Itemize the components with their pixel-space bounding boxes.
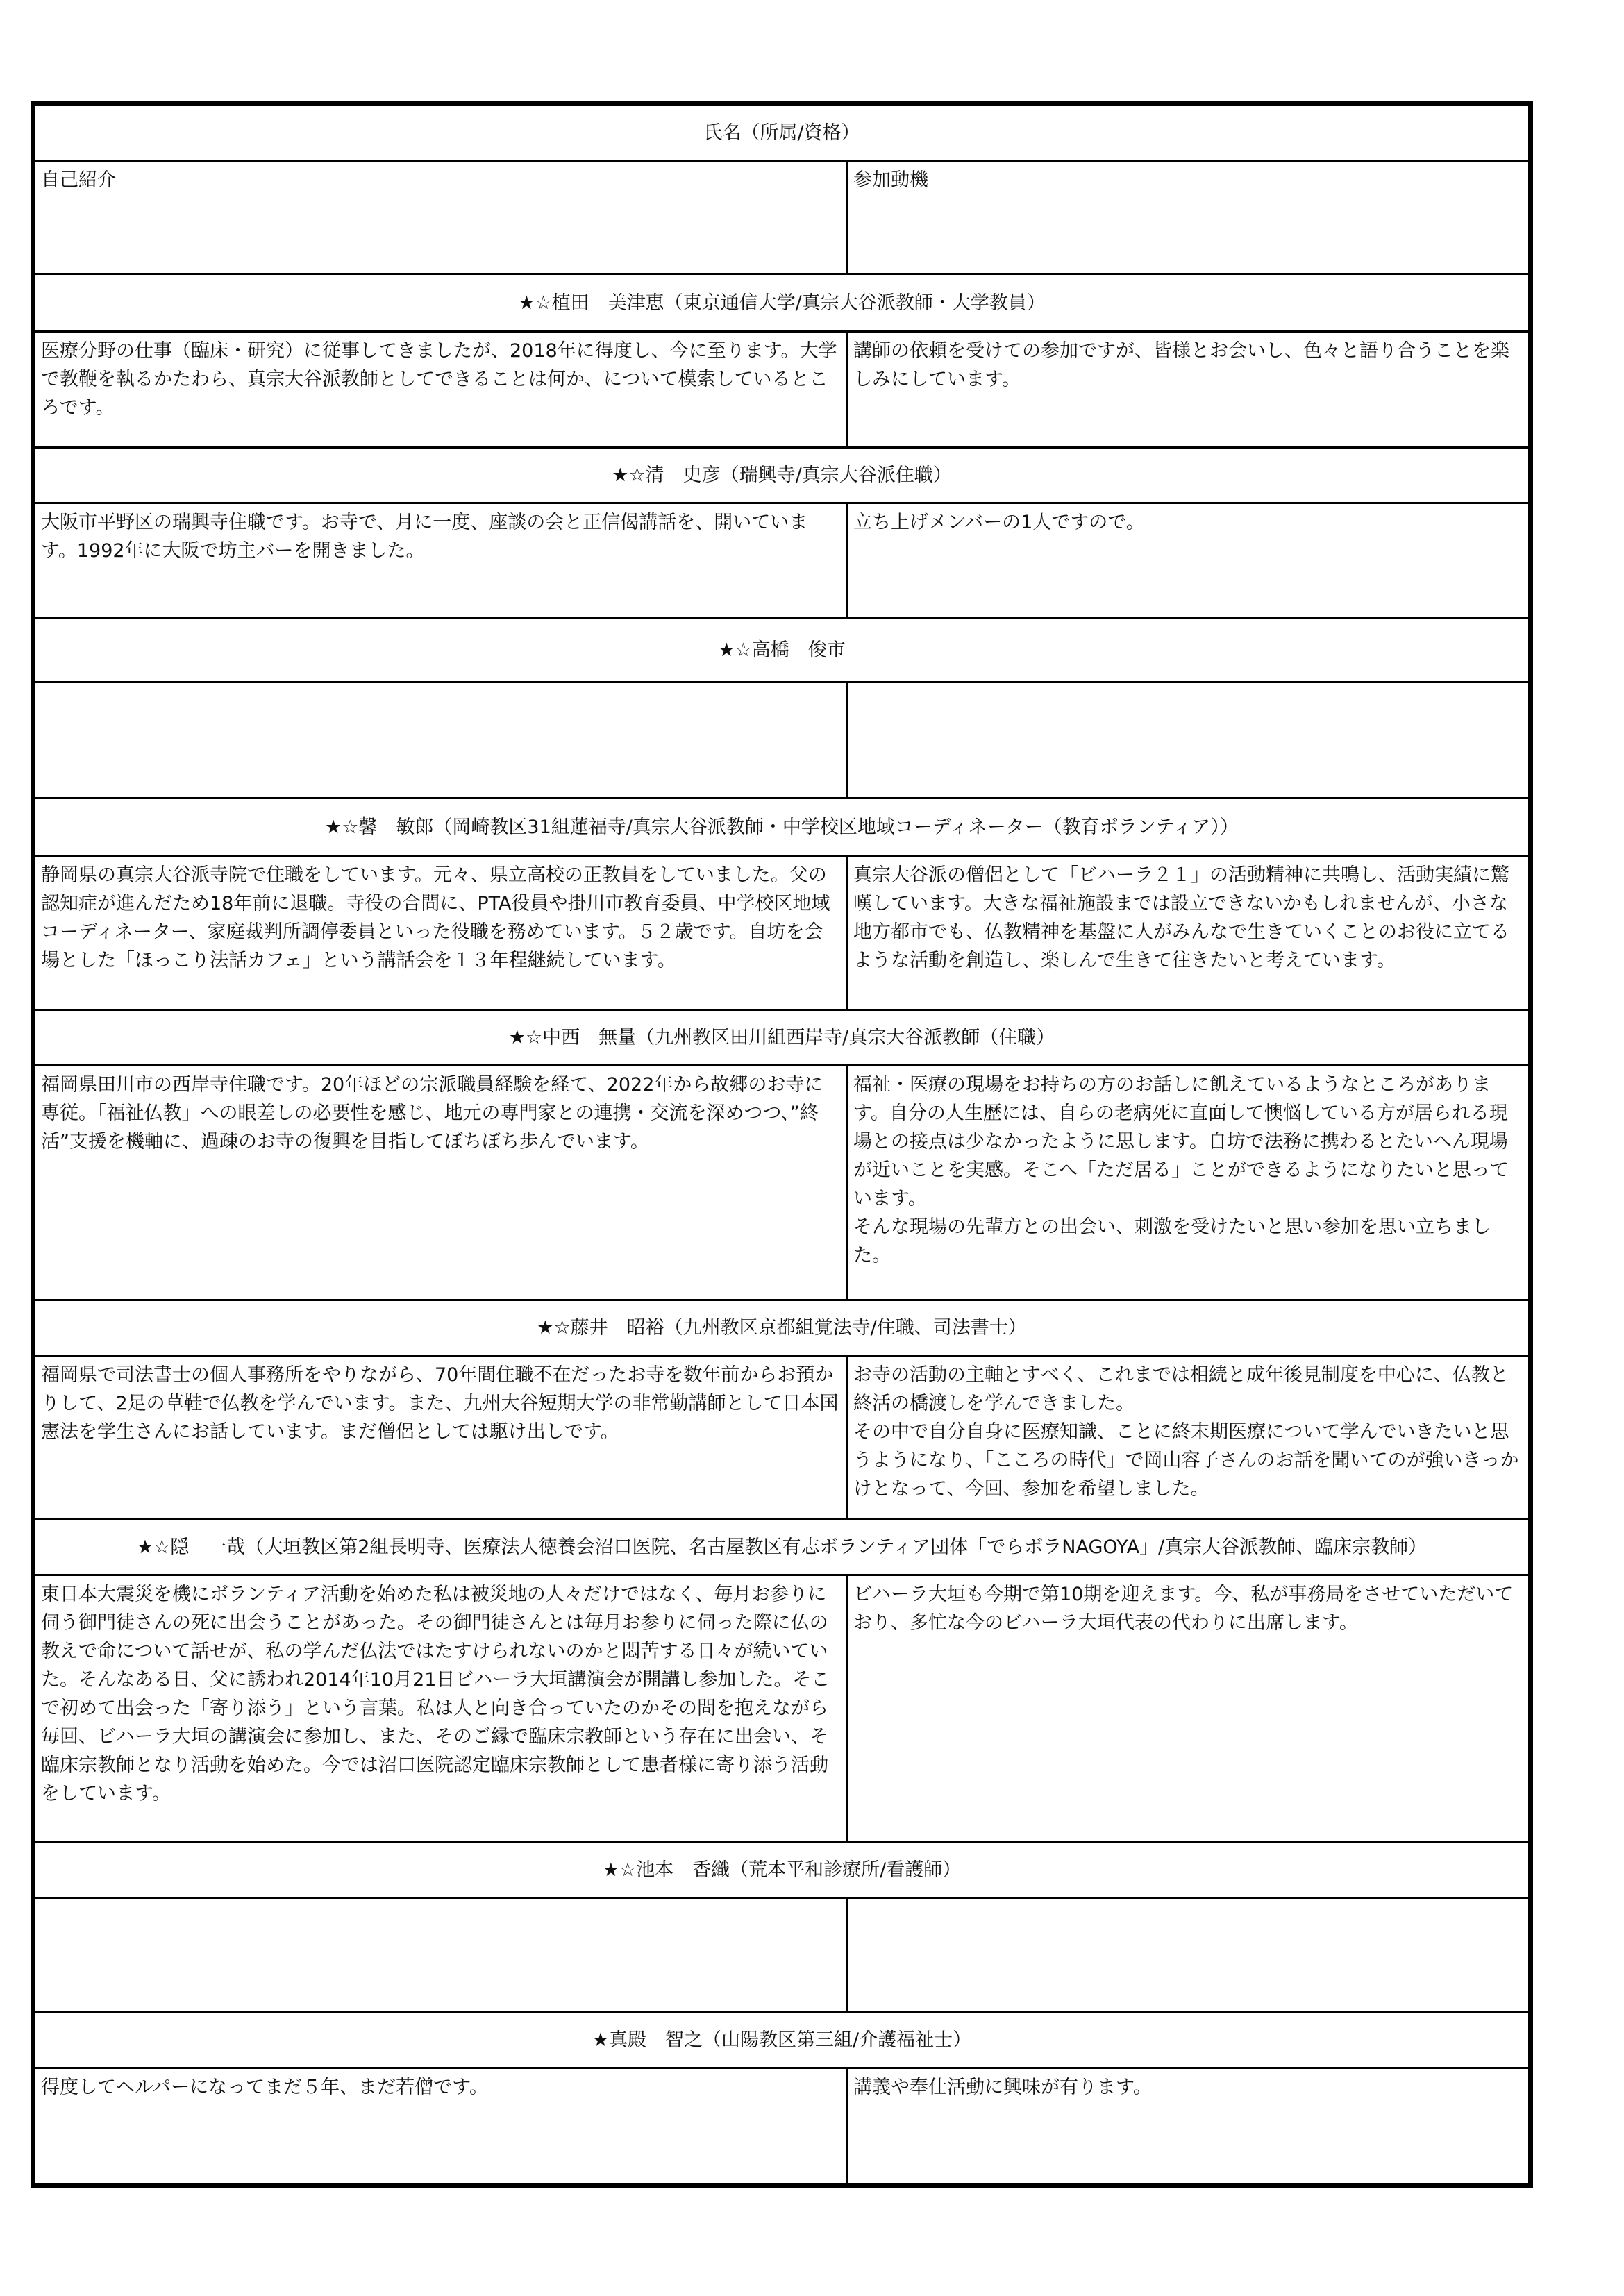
entry-body-row <box>35 2068 1530 2184</box>
entry-heading: ★☆中西 無量（九州教区田川組西岸寺/真宗大谷派教師（住職） <box>35 1010 1530 1066</box>
motive-label: 参加動機 <box>847 161 1530 274</box>
entry-heading-row <box>35 1843 1530 1898</box>
entry-intro: 福岡県田川市の西岸寺住職です。20年ほどの宗派職員経験を経て、2022年から故郷のお寺に専従。「福祉仏教」への眼差しの必要性を感じ、地元の専門家との連携・交流を深めつつ、”終活”支援を機軸に、過疎のお寺の復興を目指してぼちぼち歩んでいます。 <box>35 1066 847 1300</box>
entry-intro: 得度してヘルパーになってまだ５年、まだ若僧です。 <box>35 2068 847 2184</box>
entry-motive: お寺の活動の主軸とすべく、これまでは相続と成年後見制度を中心に、仏教と終活の橋渡しを学んできました。 その中で自分自身に医療知識、ことに終末期医療について学んでいきたいと思うようになり、「こころの時代」で岡山容子さんのお話を聞いてのが強いきっかけとなって、今回、参加を希望しました。 <box>847 1356 1530 1520</box>
entry-body-row <box>35 1066 1530 1300</box>
entry-intro: 東日本大震災を機にボランティア活動を始めた私は被災地の人々だけではなく、毎月お参りに伺う御門徒さんの死に出会うことがあった。その御門徒さんとは毎月お参りに伺った際に仏の教えで命について話せが、私の学んだ仏法ではたすけられないのかと悶苦する日々が続いていた。そんなある日、父に誘われ2014年10月21日ビハーラ大垣講演会が開講し参加した。そこで初めて出会った「寄り添う」という言葉。私は人と向き合っていたのかその問を抱えながら毎回、ビハーラ大垣の講演会に参加し、また、そのご縁で臨床宗教師という存在に出会い、そ臨床宗教師となり活動を始めた。今では沼口医院認定臨床宗教師として患者様に寄り添う活動をしています。 <box>35 1575 847 1843</box>
table-header-row <box>35 106 1530 161</box>
entry-intro: 大阪市平野区の瑞興寺住職です。お寺で、月に一度、座談の会と正信偈講話を、開いています。1992年に大阪で坊主バーを開きました。 <box>35 503 847 619</box>
entry-motive <box>847 682 1530 798</box>
table-label-row <box>35 161 1530 274</box>
entry-body-row <box>35 1356 1530 1520</box>
entry-body-row <box>35 1575 1530 1843</box>
entry-body-row <box>35 856 1530 1010</box>
entry-heading: ★☆植田 美津恵（東京通信大学/真宗大谷派教師・大学教員） <box>35 274 1530 332</box>
entry-intro: 静岡県の真宗大谷派寺院で住職をしています。元々、県立高校の正教員をしていました。父の認知症が進んだため18年前に退職。寺役の合間に、PTA役員や掛川市教育委員、中学校区地域コーディネーター、家庭裁判所調停委員といった役職を務めています。５２歳です。自坊を会場とした「ほっこり法話カフェ」という講話会を１３年程継続しています。 <box>35 856 847 1010</box>
entry-motive <box>847 1898 1530 2013</box>
entry-motive: 真宗大谷派の僧侶として「ビハーラ２１」の活動精神に共鳴し、活動実績に驚嘆しています。大きな福祉施設までは設立できないかもしれませんが、小さな地方都市でも、仏教精神を基盤に人がみんなで生きていくことのお役に立てるような活動を創造し、楽しんで生きて往きたいと考えています。 <box>847 856 1530 1010</box>
profile-table <box>33 104 1530 2185</box>
entry-intro: 医療分野の仕事（臨床・研究）に従事してきましたが、2018年に得度し、今に至ります。大学で教鞭を執るかたわら、真宗大谷派教師としてできることは何か、について模索しているところです。 <box>35 332 847 448</box>
entry-motive: ビハーラ大垣も今期で第10期を迎えます。今、私が事務局をさせていただいており、多忙な今のビハーラ大垣代表の代わりに出席します。 <box>847 1575 1530 1843</box>
entry-body-row <box>35 332 1530 448</box>
entry-heading: ★☆清 史彦（瑞興寺/真宗大谷派住職） <box>35 448 1530 503</box>
entry-body-row <box>35 1898 1530 2013</box>
entry-body-row <box>35 503 1530 619</box>
entry-heading-row <box>35 274 1530 332</box>
entry-intro <box>35 1898 847 2013</box>
entry-heading-row <box>35 1010 1530 1066</box>
entry-heading-row <box>35 1520 1530 1575</box>
entry-heading: ★☆隠 一哉（大垣教区第2組長明寺、医療法人徳養会沼口医院、名古屋教区有志ボランティア団体「でらボラNAGOYA」/真宗大谷派教師、臨床宗教師） <box>35 1520 1530 1575</box>
entry-heading: ★真殿 智之（山陽教区第三組/介護福祉士） <box>35 2013 1530 2068</box>
entry-heading-row <box>35 798 1530 856</box>
entry-body-row <box>35 682 1530 798</box>
entry-motive: 講師の依頼を受けての参加ですが、皆様とお会いし、色々と語り合うことを楽しみにしています。 <box>847 332 1530 448</box>
entry-intro: 福岡県で司法書士の個人事務所をやりながら、70年間住職不在だったお寺を数年前からお預かりして、2足の草鞋で仏教を学んでいます。また、九州大谷短期大学の非常勤講師として日本国憲法を学生さんにお話しています。まだ僧侶としては駆け出しです。 <box>35 1356 847 1520</box>
column-title: 氏名（所属/資格） <box>35 106 1530 161</box>
entry-heading-row <box>35 619 1530 682</box>
entry-motive: 講義や奉仕活動に興味が有ります。 <box>847 2068 1530 2184</box>
entry-heading: ★☆高橋 俊市 <box>35 619 1530 682</box>
entry-heading-row <box>35 448 1530 503</box>
entry-motive: 立ち上げメンバーの1人ですので。 <box>847 503 1530 619</box>
entry-heading: ★☆馨 敏郎（岡崎教区31組蓮福寺/真宗大谷派教師・中学校区地域コーディネーター（教育ボランティア）） <box>35 798 1530 856</box>
entry-heading: ★☆池本 香織（荒本平和診療所/看護師） <box>35 1843 1530 1898</box>
entry-motive: 福祉・医療の現場をお持ちの方のお話しに飢えているようなところがあります。自分の人生歴には、自らの老病死に直面して懊悩している方が居られる現場との接点は少なかったように思します。自坊で法務に携わるとたいへん現場が近いことを実感。そこへ「ただ居る」ことができるようになりたいと思っています。 そんな現場の先輩方との出会い、刺激を受けたいと思い参加を思い立ちました。 <box>847 1066 1530 1300</box>
entry-heading-row <box>35 1300 1530 1356</box>
entry-heading-row <box>35 2013 1530 2068</box>
intro-label: 自己紹介 <box>35 161 847 274</box>
entry-intro <box>35 682 847 798</box>
entry-heading: ★☆藤井 昭裕（九州教区京都組覚法寺/住職、司法書士） <box>35 1300 1530 1356</box>
